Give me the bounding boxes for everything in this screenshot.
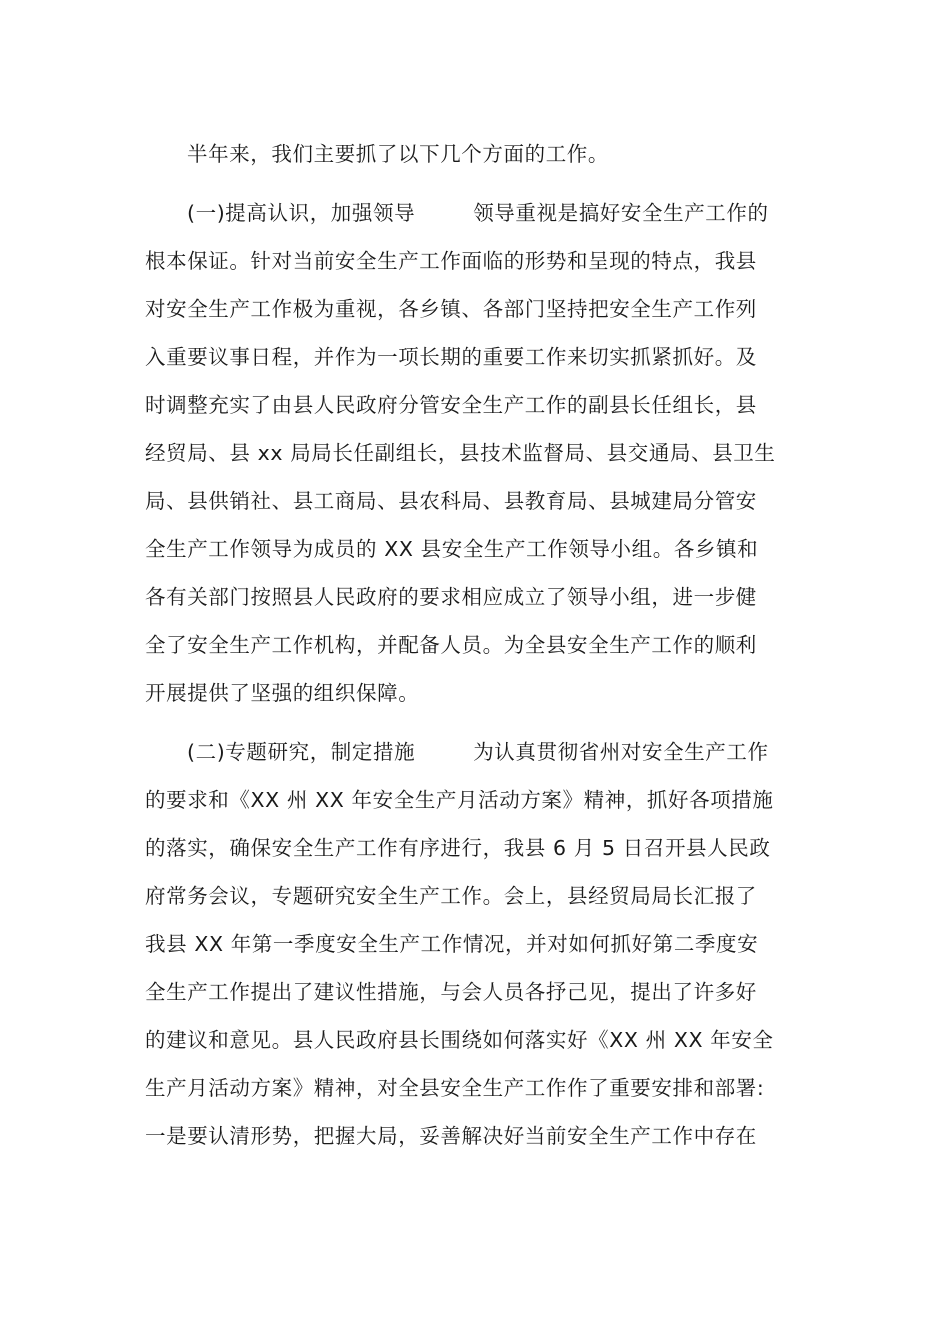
text-line: 的建议和意见。县人民政府县长围绕如何落实好《XX 州 XX 年安全 xyxy=(145,1028,774,1052)
text-line: 生产月活动方案》精神，对全县安全生产工作作了重要安排和部署: xyxy=(145,1076,765,1100)
text-line: 时调整充实了由县人民政府分管安全生产工作的副县长任组长，县 xyxy=(145,393,757,417)
text-line: 入重要议事日程，并作为一项长期的重要工作来切实抓紧抓好。及 xyxy=(145,345,757,369)
text-line xyxy=(145,189,809,237)
text-line: 各有关部门按照县人民政府的要求相应成立了领导小组，进一步健 xyxy=(145,585,757,609)
text-line: 我县 XX 年第一季度安全生产工作情况，并对如何抓好第二季度安 xyxy=(145,932,759,956)
paragraph-section-2 xyxy=(145,728,809,1160)
text-line: 根本保证。针对当前安全生产工作面临的形势和呈现的特点，我县 xyxy=(145,249,757,273)
text-line: 一是要认清形势，把握大局，妥善解决好当前安全生产工作中存在 xyxy=(145,1124,757,1148)
section-heading: (一)提高认识，加强领导 xyxy=(187,201,416,225)
text-line: 半年来，我们主要抓了以下几个方面的工作。 xyxy=(187,142,609,166)
text-line: 局、县供销社、县工商局、县农科局、县教育局、县城建局分管安 xyxy=(145,489,757,513)
paragraph-section-1 xyxy=(145,189,809,717)
text-line: 对安全生产工作极为重视，各乡镇、各部门坚持把安全生产工作列 xyxy=(145,297,757,321)
text-line xyxy=(145,728,809,776)
paragraph-intro xyxy=(145,130,809,178)
text-line: 开展提供了坚强的组织保障。 xyxy=(145,681,420,705)
text-line-part: 为认真贯彻省州对安全生产工作 xyxy=(473,740,769,764)
text-line: 府常务会议，专题研究安全生产工作。会上，县经贸局局长汇报了 xyxy=(145,884,757,908)
text-line: 全了安全生产工作机构，并配备人员。为全县安全生产工作的顺利 xyxy=(145,633,757,657)
text-line: 经贸局、县 xx 局局长任副组长，县技术监督局、县交通局、县卫生 xyxy=(145,441,776,465)
section-heading: (二)专题研究，制定措施 xyxy=(187,740,416,764)
text-line: 的要求和《XX 州 XX 年安全生产月活动方案》精神，抓好各项措施 xyxy=(145,788,774,812)
text-line: 全生产工作提出了建议性措施，与会人员各抒己见，提出了许多好 xyxy=(145,980,757,1004)
text-line: 的落实，确保安全生产工作有序进行，我县 6 月 5 日召开县人民政 xyxy=(145,836,771,860)
document-body xyxy=(145,130,809,1160)
text-line: 全生产工作领导为成员的 XX 县安全生产工作领导小组。各乡镇和 xyxy=(145,537,759,561)
text-line-part: 领导重视是搞好安全生产工作的 xyxy=(473,201,769,225)
